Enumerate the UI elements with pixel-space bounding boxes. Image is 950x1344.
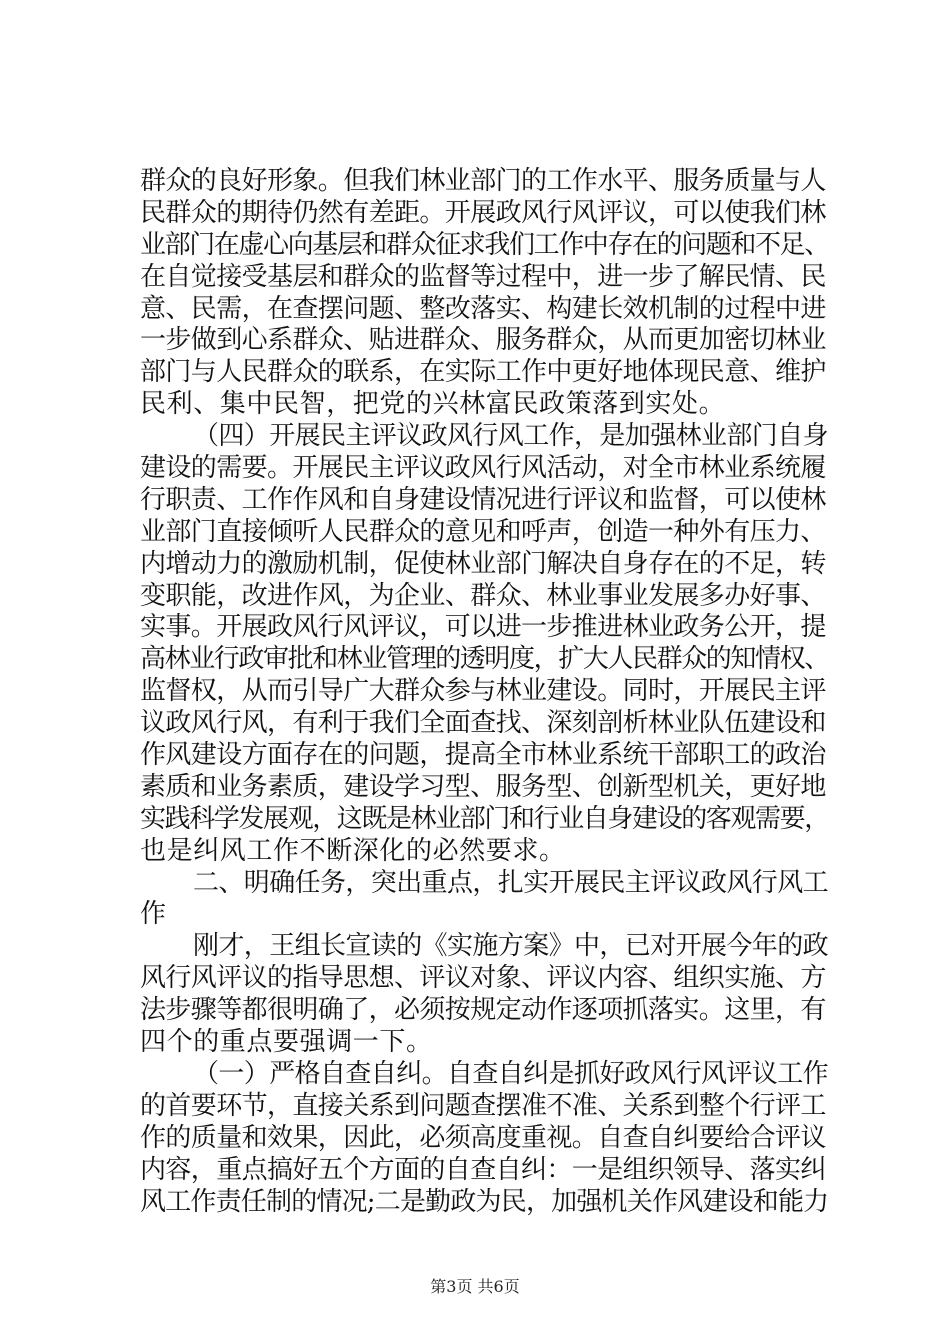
text-line: 民利、集中民智，把党的兴林富民政策落到实处。 (140, 389, 726, 420)
text-line: 一步做到心系群众、贴进群众、服务群众，从而更加密切林业 (140, 325, 826, 356)
text-line: 作风建设方面存在的问题，提高全市林业系统干部职工的政治 (140, 740, 826, 771)
text-line: （四）开展民主评议政风行风工作，是加强林业部门自身 (193, 421, 829, 452)
text-line: 素质和业务素质，建设学习型、服务型、创新型机关，更好地 (140, 771, 826, 802)
text-line: 的首要环节，直接关系到问题查摆准不准、关系到整个行评工 (140, 1090, 826, 1121)
text-line: 刚才，王组长宣读的《实施方案》中，已对开展今年的政 (193, 931, 829, 962)
text-line: 建设的需要。开展民主评议政风行风活动，对全市林业系统履 (140, 453, 826, 484)
text-line: 四个的重点要强调一下。 (140, 1027, 433, 1058)
text-line: （一）严格自查自纠。自查自纠是抓好政风行风评议工作 (193, 1058, 829, 1089)
text-line: 内增动力的激励机制，促使林业部门解决自身存在的不足，转 (140, 548, 826, 579)
page-footer: 第3页 共6页 (430, 1277, 520, 1296)
text-line: 作 (140, 899, 167, 930)
text-line: 二、明确任务，突出重点，扎实开展民主评议政风行风工 (193, 867, 829, 898)
text-line: 也是纠风工作不断深化的必然要求。 (140, 835, 566, 866)
text-line: 业部门直接倾听人民群众的意见和呼声，创造一种外有压力、 (140, 516, 826, 547)
text-line: 实事。开展政风行风评议，可以进一步推进林业政务公开，提 (140, 612, 826, 643)
text-line: 监督权，从而引导广大群众参与林业建设。同时，开展民主评 (140, 676, 826, 707)
text-line: 民群众的期待仍然有差距。开展政风行风评议，可以使我们林 (140, 197, 826, 228)
text-line: 意、民需，在查摆问题、整改落实、构建长效机制的过程中进 (140, 293, 826, 324)
text-line: 行职责、工作作风和自身建设情况进行评议和监督，可以使林 (140, 484, 826, 515)
text-line: 议政风行风，有利于我们全面查找、深刻剖析林业队伍建设和 (140, 708, 826, 739)
text-line: 风工作责任制的情况;二是勤政为民，加强机关作风建设和能力 (140, 1186, 829, 1217)
document-body (140, 166, 830, 1218)
text-line: 部门与人民群众的联系，在实际工作中更好地体现民意、维护 (140, 357, 826, 388)
text-line: 内容，重点搞好五个方面的自查自纠：一是组织领导、落实纠 (140, 1154, 826, 1185)
text-line: 实践科学发展观，这既是林业部门和行业自身建设的客观需要， (140, 803, 829, 834)
text-line: 在自觉接受基层和群众的监督等过程中，进一步了解民情、民 (140, 261, 826, 292)
text-line: 作的质量和效果，因此，必须高度重视。自查自纠要给合评议 (140, 1122, 826, 1153)
text-line: 高林业行政审批和林业管理的透明度，扩大人民群众的知情权、 (140, 644, 829, 675)
text-line: 变职能，改进作风，为企业、群众、林业事业发展多办好事、 (140, 580, 826, 611)
text-line: 风行风评议的指导思想、评议对象、评议内容、组织实施、方 (140, 963, 826, 994)
text-line: 群众的良好形象。但我们林业部门的工作水平、服务质量与人 (140, 166, 826, 196)
text-line: 业部门在虚心向基层和群众征求我们工作中存在的问题和不足、 (140, 229, 829, 260)
text-line: 法步骤等都很明确了，必须按规定动作逐项抓落实。这里，有 (140, 995, 826, 1026)
